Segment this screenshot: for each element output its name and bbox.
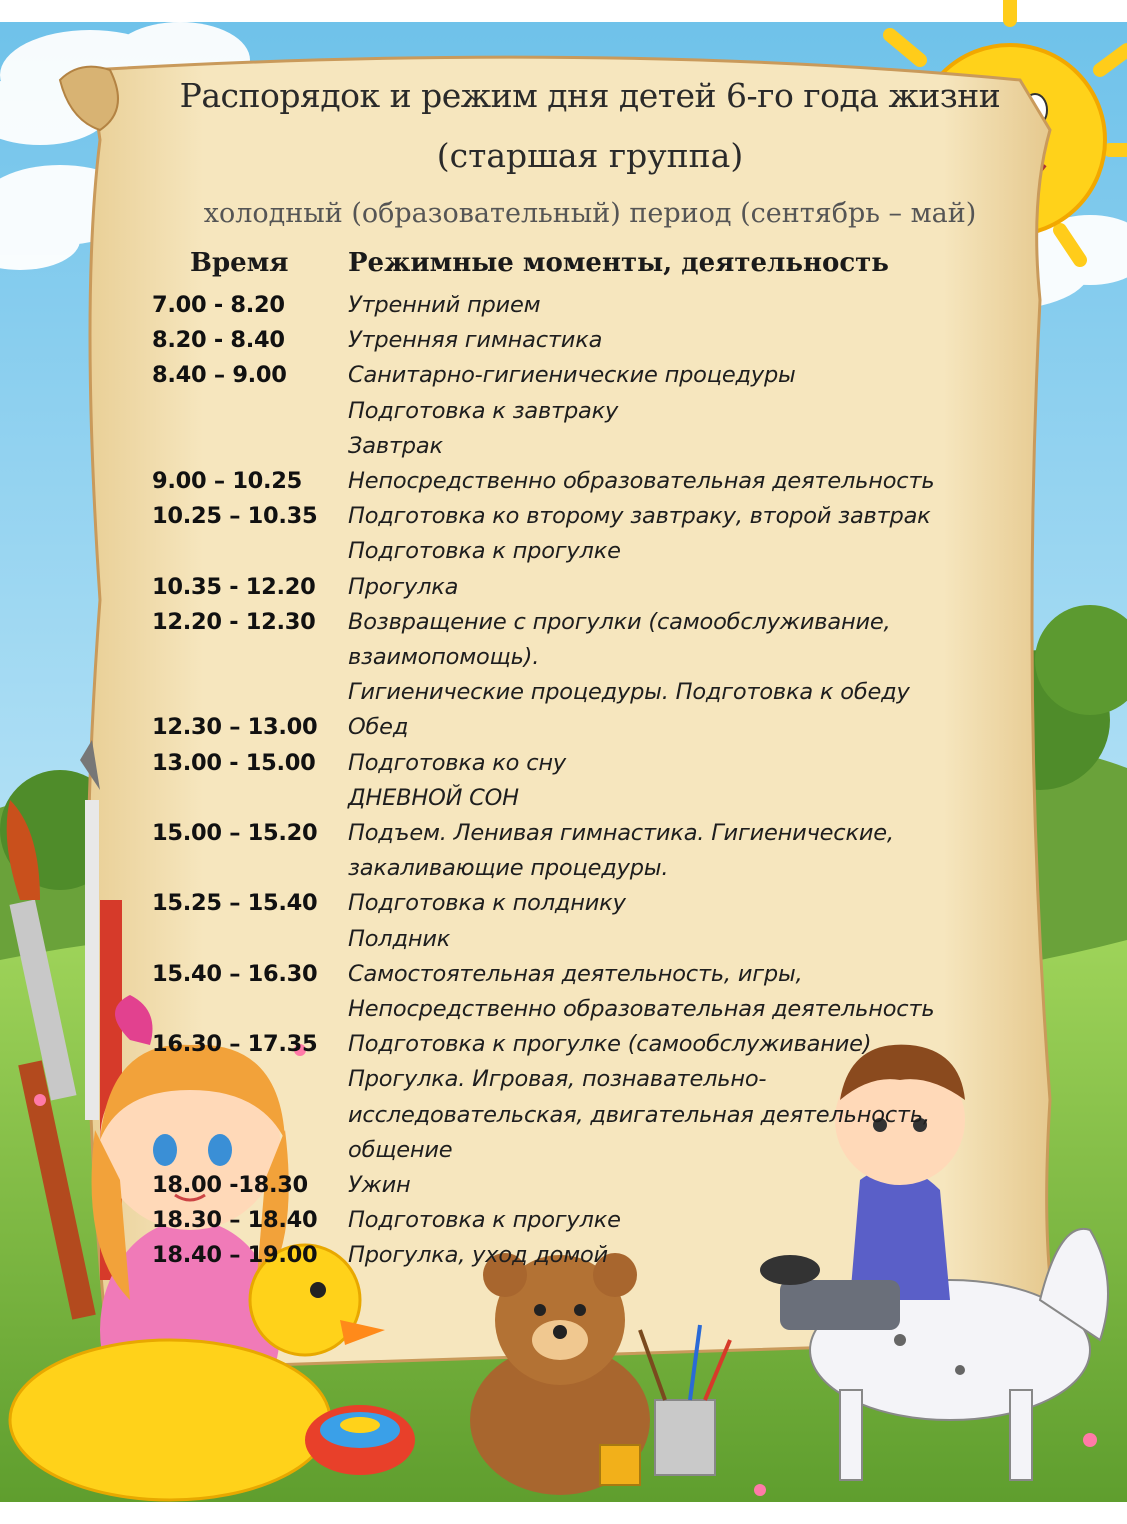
schedule-activity	[348, 464, 1032, 499]
schedule-time: 15.40 – 16.30	[152, 960, 318, 987]
activity-line: Подготовка ко сну	[348, 749, 566, 776]
activity-line: Подготовка к прогулке (самообслуживание)	[348, 1031, 872, 1058]
schedule-activity	[348, 605, 1032, 711]
schedule-activity	[348, 886, 1032, 956]
column-header-time: Время	[190, 248, 289, 278]
schedule-row	[152, 710, 1032, 745]
schedule-time: 18.00 -18.30	[152, 1172, 308, 1199]
spinning-top-icon	[305, 1405, 415, 1475]
schedule-row	[152, 499, 1032, 569]
schedule-activity	[348, 1027, 1032, 1168]
activity-line: Завтрак	[348, 432, 443, 459]
schedule-row	[152, 464, 1032, 499]
schedule-row	[152, 358, 1032, 464]
activity-line: Прогулка. Игровая, познавательно-	[348, 1066, 767, 1093]
activity-line: Непосредственно образовательная деятельность	[348, 996, 935, 1023]
activity-line: Утренний прием	[348, 292, 541, 318]
activity-line: закаливающие процедуры.	[348, 855, 669, 882]
activity-line: Обед	[348, 714, 409, 741]
schedule-row	[152, 1027, 1032, 1168]
activity-line: Подготовка к завтраку	[348, 397, 619, 424]
activity-line: исследовательская, двигательная деятельность,	[348, 1101, 930, 1128]
schedule-row	[152, 1168, 1032, 1203]
schedule-time: 18.40 – 19.00	[152, 1242, 318, 1269]
period-caption: холодный (образовательный) период (сентябрь – май)	[203, 198, 977, 229]
activity-line: Утренняя гимнастика	[348, 327, 603, 354]
schedule-activity	[348, 570, 1032, 605]
schedule-time: 16.30 – 17.35	[152, 1031, 318, 1058]
schedule-activity	[348, 710, 1032, 745]
schedule-row	[152, 323, 1032, 358]
activity-line: Подготовка к прогулке	[348, 538, 621, 565]
schedule-time: 8.20 - 8.40	[152, 327, 285, 354]
schedule-activity	[348, 1238, 1032, 1273]
activity-line: Подъем. Ленивая гимнастика. Гигиенические,	[348, 820, 894, 847]
schedule-row	[152, 605, 1032, 711]
schedule-activity	[348, 1168, 1032, 1203]
schedule-time: 12.20 - 12.30	[152, 608, 316, 635]
schedule-time: 10.35 - 12.20	[152, 573, 316, 600]
activity-line: Подготовка к полднику	[348, 890, 626, 917]
schedule-activity	[348, 957, 1032, 1027]
activity-line: Санитарно-гигиенические процедуры	[348, 362, 796, 389]
schedule-table	[152, 288, 1032, 1274]
schedule-activity	[348, 816, 1032, 886]
schedule-activity	[348, 323, 1032, 358]
schedule-row	[152, 570, 1032, 605]
schedule-row	[152, 957, 1032, 1027]
activity-line: Возвращение с прогулки (самообслуживание,	[348, 608, 891, 635]
schedule-activity	[348, 1203, 1032, 1238]
schedule-time: 15.25 – 15.40	[152, 890, 318, 917]
column-header-activity: Режимные моменты, деятельность	[348, 248, 889, 278]
schedule-time: 13.00 - 15.00	[152, 749, 316, 776]
page-title: Распорядок и режим дня детей 6-го года жизни	[179, 76, 1001, 115]
activity-line: Самостоятельная деятельность, игры,	[348, 960, 803, 987]
activity-line: взаимопомощь).	[348, 644, 540, 671]
schedule-activity	[348, 288, 1032, 323]
schedule-row	[152, 746, 1032, 816]
schedule-activity	[348, 499, 1032, 569]
schedule-row	[152, 1238, 1032, 1273]
activity-line: ДНЕВНОЙ СОН	[348, 784, 519, 811]
activity-line: Прогулка	[348, 573, 459, 600]
schedule-row	[152, 816, 1032, 886]
schedule-time: 12.30 – 13.00	[152, 714, 318, 741]
schedule-activity	[348, 746, 1032, 816]
schedule-time: 15.00 – 15.20	[152, 820, 318, 847]
activity-line: Полдник	[348, 925, 451, 952]
activity-line: Непосредственно образовательная деятельность	[348, 468, 935, 495]
schedule-time: 18.30 – 18.40	[152, 1207, 318, 1234]
schedule-row	[152, 886, 1032, 956]
activity-line: общение	[348, 1136, 453, 1163]
schedule-time: 7.00 - 8.20	[152, 292, 285, 318]
activity-line: Ужин	[348, 1172, 411, 1199]
activity-line: Подготовка к прогулке	[348, 1207, 621, 1234]
schedule-time: 10.25 – 10.35	[152, 503, 318, 530]
schedule-activity	[348, 358, 1032, 464]
page-subtitle-group: (старшая группа)	[436, 136, 744, 175]
activity-line: Подготовка ко второму завтраку, второй завтрак	[348, 503, 931, 530]
schedule-row	[152, 288, 1032, 323]
schedule-row	[152, 1203, 1032, 1238]
activity-line: Прогулка, уход домой	[348, 1242, 608, 1269]
schedule-time: 8.40 – 9.00	[152, 362, 287, 389]
activity-line: Гигиенические процедуры. Подготовка к обеду	[348, 679, 910, 706]
schedule-time: 9.00 – 10.25	[152, 468, 302, 495]
